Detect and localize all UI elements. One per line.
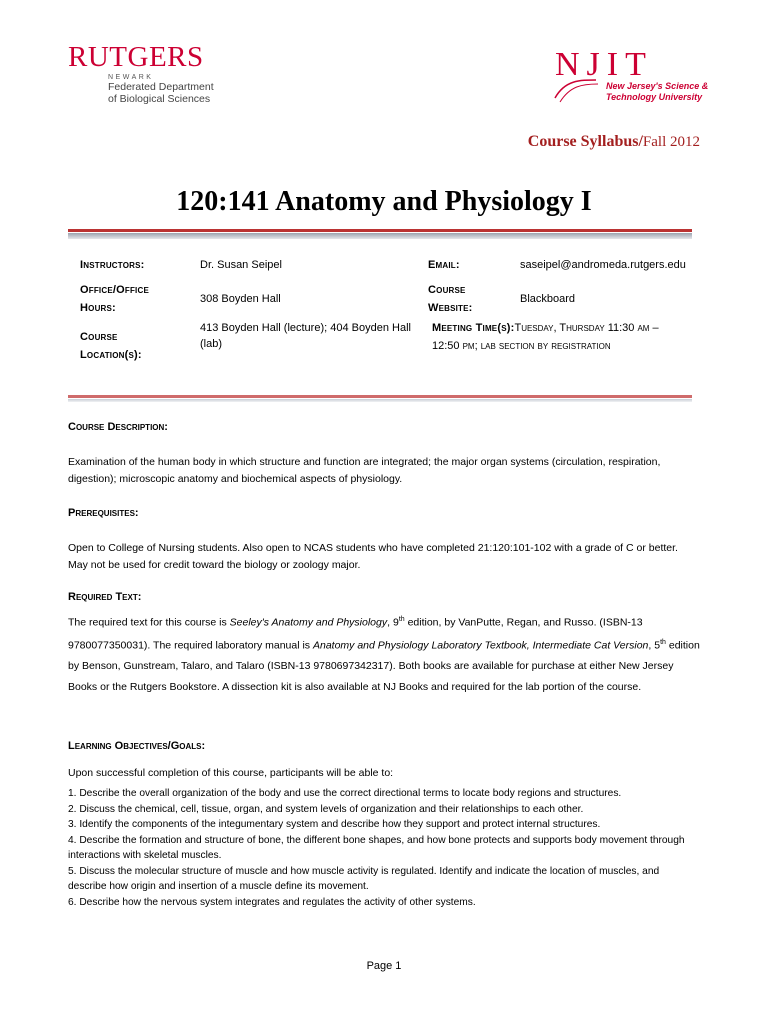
website-label-2: Website: bbox=[428, 302, 473, 314]
objective-item: 4. Describe the formation and structure of bone, the different bone shapes, and how bone protects and supports body movement through interactions with skeletal muscles. bbox=[68, 834, 685, 861]
njit-tagline-line2: Technology University bbox=[606, 92, 703, 102]
objective-item: 2. Discuss the chemical, cell, tissue, organ, and system levels of organization and their relationships to each other. bbox=[68, 803, 584, 815]
syllabus-label: Course Syllabus/ bbox=[527, 133, 643, 150]
prerequisites-text: Open to College of Nursing students. Also open to NCAS students who have completed 21:120:101-102 with a grade of C or better. May not be used for credit toward the biology or zoology major. bbox=[68, 542, 678, 571]
objective-item: 1. Describe the overall organization of the body and use the correct directional terms to locate body regions and structures. bbox=[68, 788, 622, 799]
objective-item: 5. Discuss the molecular structure of muscle and how muscle activity is regulated. Identify and indicate the location of muscles, and describe how origin and insertion of a muscle define its movement. bbox=[68, 865, 660, 892]
location-label-2: Location(s): bbox=[80, 349, 142, 361]
required-text-part3: edition, by VanPutte, Regan, and Russo. (ISBN-13 9780077350031). The required laboratory manual is bbox=[68, 616, 643, 652]
objectives-list bbox=[68, 786, 700, 910]
required-text-part5: edition by Benson, Gunstream, Talaro, and Talaro (ISBN-13 9780697342317). Both books are available for purchase at either New Jersey Books or the Rutgers Bookstore. A dissection kit is also available at NJ Books and required for the lab portion of the course. bbox=[68, 639, 700, 693]
syllabus-heading bbox=[528, 133, 700, 151]
title-rule-gray bbox=[68, 233, 692, 239]
location-value: 413 Boyden Hall (lecture); 404 Boyden Hall (lab) bbox=[200, 322, 411, 350]
required-text-part2: , 9 bbox=[387, 616, 399, 629]
instructors-value: Dr. Susan Seipel bbox=[200, 259, 282, 271]
objective-item: 6. Describe how the nervous system integrates and regulates the activity of other systems. bbox=[68, 896, 476, 908]
objectives-heading: Learning Objectives/Goals: bbox=[68, 740, 206, 752]
textbook-title: Seeley's Anatomy and Physiology bbox=[229, 616, 388, 629]
instructors-label: Instructors: bbox=[80, 259, 145, 271]
office-value: 308 Boyden Hall bbox=[200, 293, 281, 305]
svg-text:NJIT: NJIT bbox=[555, 46, 653, 83]
description-text: Examination of the human body in which structure and function are integrated; the major organ systems (circulation, respiration, digestion); microscopic anatomy and biochemical aspects of physiology. bbox=[68, 456, 661, 485]
rutgers-dept-line1: Federated Department bbox=[108, 81, 214, 93]
course-title: 120:141 Anatomy and Physiology I bbox=[176, 186, 592, 217]
meeting-time bbox=[432, 320, 702, 336]
location-label-1: Course bbox=[80, 331, 118, 343]
meeting-value-1: Tuesday, Thursday 11:30 am – bbox=[514, 322, 659, 334]
edition-sup-2: th bbox=[660, 639, 666, 646]
required-text-heading: Required Text: bbox=[68, 591, 142, 603]
email-value[interactable]: saseipel@andromeda.rutgers.edu bbox=[520, 259, 686, 271]
meeting-value-2: 12:50 pm; lab section by registration bbox=[432, 340, 611, 352]
website-label-1: Course bbox=[428, 284, 466, 296]
required-text-part4: , 5 bbox=[648, 639, 661, 652]
meeting-label: Meeting Time(s): bbox=[432, 322, 515, 334]
rutgers-dept-line2: of Biological Sciences bbox=[108, 93, 211, 105]
prerequisites-heading: Prerequisites: bbox=[68, 507, 139, 519]
office-label-1: Office/Office bbox=[80, 284, 149, 296]
rutgers-wordmark: RUTGERS bbox=[68, 41, 204, 73]
website-value[interactable]: Blackboard bbox=[520, 293, 576, 305]
objective-item: 3. Identify the components of the integumentary system and describe how they support and protect internal structures. bbox=[68, 819, 601, 830]
required-text-part1: The required text for this course is bbox=[68, 616, 230, 629]
office-label-2: Hours: bbox=[80, 302, 116, 314]
objectives-intro: Upon successful completion of this course, participants will be able to: bbox=[68, 767, 394, 779]
required-text-paragraph bbox=[68, 610, 700, 697]
edition-sup-1: th bbox=[398, 616, 405, 623]
email-label: Email: bbox=[428, 259, 460, 271]
page-number: Page 1 bbox=[366, 960, 402, 972]
lab-manual-title: Anatomy and Physiology Laboratory Textbook, Intermediate Cat Version bbox=[312, 639, 649, 652]
term: Fall 2012 bbox=[642, 134, 700, 150]
njit-logo bbox=[550, 40, 710, 110]
info-rule-red bbox=[68, 395, 692, 398]
info-rule-gray bbox=[68, 399, 692, 402]
njit-tagline-line1: New Jersey's Science & bbox=[606, 81, 709, 91]
title-rule-red bbox=[68, 229, 692, 232]
rutgers-campus: NEWARK bbox=[108, 74, 154, 81]
description-heading: Course Description: bbox=[68, 421, 168, 433]
rutgers-logo bbox=[68, 42, 214, 105]
